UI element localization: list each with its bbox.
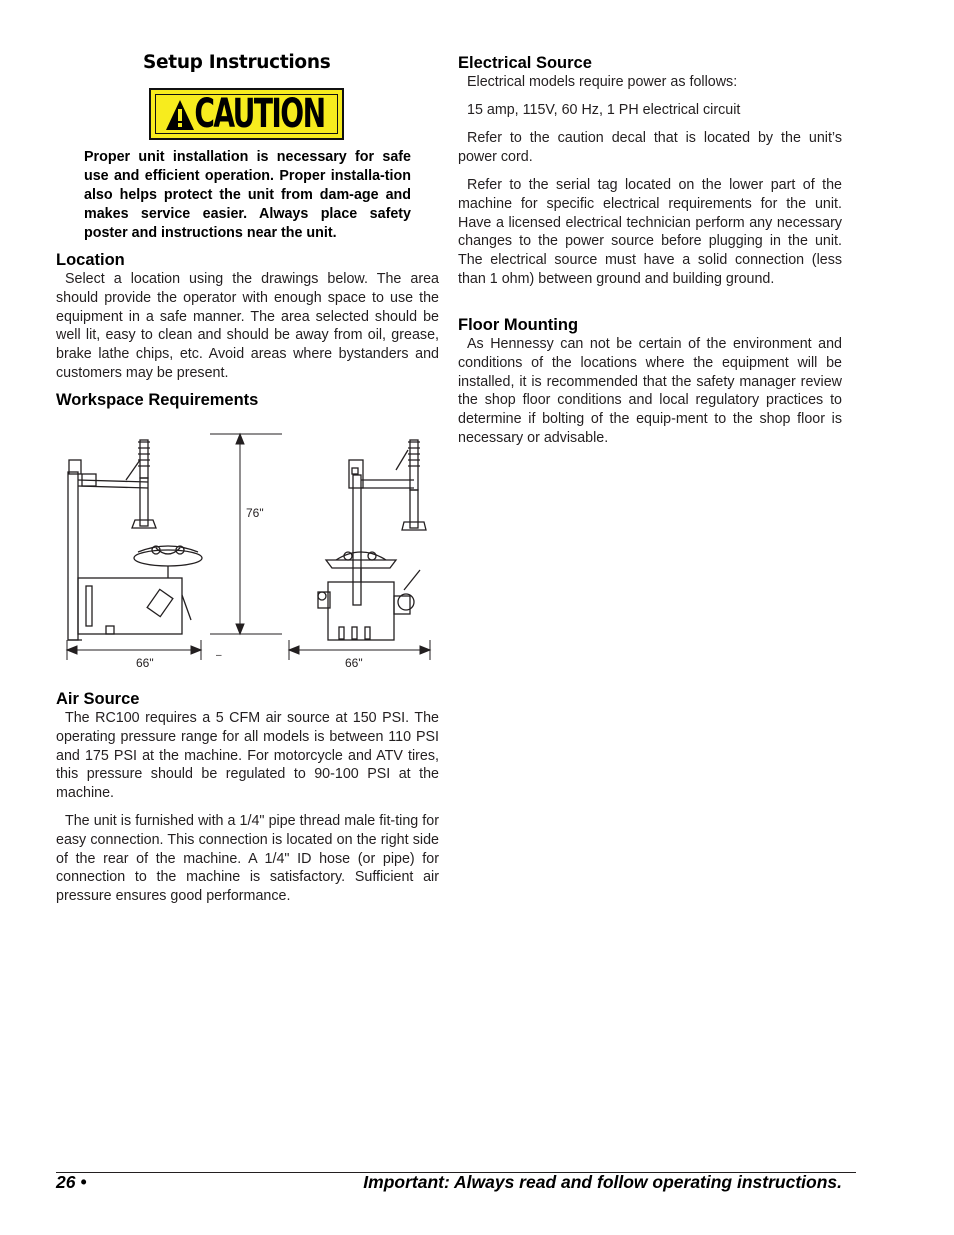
page-number: 26 •	[56, 1172, 87, 1192]
workspace-diagram	[56, 420, 446, 680]
floor-mounting-text: As Hennessy can not be certain of the environment and conditions of the locations where the equipment will be installed, it is recommended that the safety manager review the shop floor conditions and local regulatory practices to determine if bolting of the equip-ment to the shop floor is necessary or advisable.	[458, 336, 842, 446]
width-dimension-left-label: 66"	[136, 656, 154, 670]
air-source-paragraph-1: The RC100 requires a 5 CFM air source at 150 PSI. The operating pressure range for all models is between 110 PSI and 175 PSI at the machine. For motorcycle and ATV tires, this pressure should be regulated to 90-100 PSI at the machine.	[56, 710, 439, 802]
width-dimension-right-label: 66"	[345, 656, 363, 670]
dimension-dash: –	[216, 650, 222, 661]
footer-note: Important: Always read and follow operating instructions.	[363, 1172, 842, 1192]
tire-changer-drawing	[56, 420, 446, 680]
section-title-setup: Setup Instructions	[143, 52, 331, 73]
heading-electrical-source: Electrical Source	[458, 54, 592, 72]
caution-label: CAUTION	[194, 91, 325, 137]
heading-location: Location	[56, 251, 125, 269]
caution-banner	[149, 88, 344, 140]
electrical-paragraph-4: Refer to the serial tag located on the lower part of the machine for specific electrical requirements for the unit. Have a licensed electrical technician perform any necessary changes to the power source before plugging in the unit. The electrical source must have a solid connection (less than 1 ohm) between ground and building ground.	[458, 177, 842, 287]
warning-paragraph: Proper unit installation is necessary for safe use and efficient operation. Proper installa-tion also helps protect the unit from dam-age and makes service easier. Always place safety poster and instructions near the unit.	[84, 149, 411, 241]
air-source-paragraph-2: The unit is furnished with a 1/4" pipe thread male fit-ting for easy connection. This connection is located on the right side of the rear of the machine. A 1/4" ID hose (or pipe) for connection to the machine is satisfactory. Sufficient air pressure ensures good performance.	[56, 813, 439, 905]
heading-air-source: Air Source	[56, 690, 140, 708]
location-text: Select a location using the drawings below. The area should provide the operator with enough space to use the equipment in a safe manner. The area selected should be well lit, easy to clean and should be away from oil, grease, brake lathe chips, etc. Avoid areas where bystanders and customers may be present.	[56, 271, 439, 381]
height-dimension-label: 76"	[246, 506, 264, 520]
electrical-paragraph-1: Electrical models require power as follows:	[467, 74, 738, 90]
electrical-paragraph-3: Refer to the caution decal that is located by the unit’s power cord.	[458, 130, 842, 165]
heading-workspace: Workspace Requirements	[56, 391, 259, 409]
electrical-paragraph-2: 15 amp, 115V, 60 Hz, 1 PH electrical circuit	[467, 102, 741, 118]
warning-triangle-icon	[165, 98, 195, 132]
heading-floor-mounting: Floor Mounting	[458, 316, 579, 334]
